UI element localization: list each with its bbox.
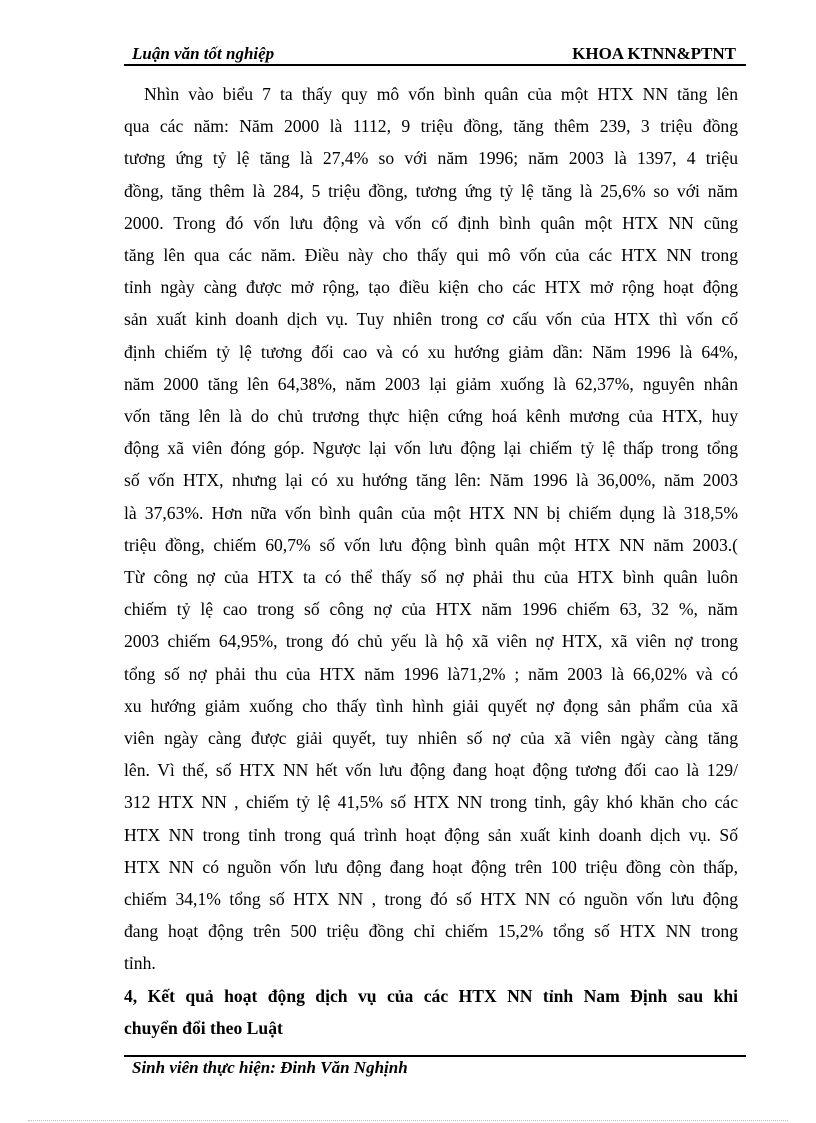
paragraph-line: vốn tăng lên là do chủ trương thực hiện cứng hoá kênh mương của HTX, huy <box>124 406 738 427</box>
paragraph-line: 2000. Trong đó vốn lưu động và vốn cố định bình quân một HTX NN cũng <box>124 212 738 233</box>
paragraph-line: tỉnh. <box>124 953 156 974</box>
paragraph-line: là 37,63%. Hơn nữa vốn bình quân của một HTX NN bị chiếm dụng là 318,5% <box>124 502 738 523</box>
student-credit: Sinh viên thực hiện: Đinh Văn Nghịnh <box>132 1058 408 1077</box>
paragraph-line: năm 2000 tăng lên 64,38%, năm 2003 lại giảm xuống là 62,37%, nguyên nhân <box>124 373 738 394</box>
body-paragraph <box>124 78 738 980</box>
document-body <box>124 78 738 1044</box>
paragraph-line: Từ công nợ của HTX ta có thể thấy số nợ phải thu của HTX bình quân luôn <box>124 567 738 588</box>
faculty-label: KHOA KTNN&PTNT <box>572 44 736 63</box>
footer-divider <box>124 1055 746 1057</box>
paragraph-line: số vốn HTX, nhưng lại có xu hướng tăng lên: Năm 1996 là 36,00%, năm 2003 <box>124 470 738 491</box>
paragraph-line: viên ngày càng được giải quyết, tuy nhiên số nợ của xã viên ngày càng tăng <box>124 728 738 749</box>
paragraph-line: đang hoạt động trên 500 triệu đồng chỉ chiếm 15,2% tổng số HTX NN trong <box>124 921 738 942</box>
paragraph-line: HTX NN có nguồn vốn lưu động đang hoạt động trên 100 triệu đồng còn thấp, <box>124 856 738 877</box>
section-heading <box>124 980 738 1044</box>
paragraph-line: Nhìn vào biểu 7 ta thấy quy mô vốn bình quân của một HTX NN tăng lên <box>144 84 738 104</box>
paragraph-line: tăng lên qua các năm. Điều này cho thấy qui mô vốn của các HTX NN trong <box>124 245 738 266</box>
paragraph-line: định chiếm tỷ lệ tương đối cao và có xu hướng giảm dần: Năm 1996 là 64%, <box>124 341 738 362</box>
paragraph-line: chiếm 34,1% tổng số HTX NN , trong đó số HTX NN có nguồn vốn lưu động <box>124 889 738 910</box>
paragraph-line: HTX NN trong tỉnh trong quá trình hoạt động sản xuất kinh doanh dịch vụ. Số <box>124 824 738 845</box>
paragraph-line: xu hướng giảm xuống cho thấy tình hình giải quyết nợ đọng sản phẩm của xã <box>124 695 738 716</box>
paragraph-line: lên. Vì thế, số HTX NN hết vốn lưu động đang hoạt động tương đối cao là 129/ <box>124 760 738 781</box>
paragraph-line: chiếm tỷ lệ cao trong số công nợ của HTX năm 1996 chiếm 63, 32 %, năm <box>124 599 738 620</box>
paragraph-line: tương ứng tỷ lệ tăng là 27,4% so với năm 1996; năm 2003 là 1397, 4 triệu <box>124 148 738 169</box>
page-header <box>124 44 746 66</box>
paragraph-line: 2003 chiếm 64,95%, trong đó chủ yếu là hộ xã viên nợ HTX, xã viên nợ trong <box>124 631 738 652</box>
paragraph-line: động xã viên đóng góp. Ngược lại vốn lưu động lại chiếm tỷ lệ thấp trong tổng <box>124 438 738 459</box>
paragraph-line: đồng, tăng thêm là 284, 5 triệu đồng, tương ứng tỷ lệ tăng là 25,6% so với năm <box>124 180 738 201</box>
heading-line: 4, Kết quả hoạt động dịch vụ của các HTX NN tỉnh Nam Định sau khi <box>124 985 738 1006</box>
paragraph-line: 312 HTX NN , chiếm tỷ lệ 41,5% số HTX NN trong tỉnh, gây khó khăn cho các <box>124 792 738 813</box>
paragraph-line: qua các năm: Năm 2000 là 1112, 9 triệu đồng, tăng thêm 239, 3 triệu đồng <box>124 116 738 137</box>
heading-line: chuyển đổi theo Luật <box>124 1017 283 1038</box>
paragraph-line: triệu đồng, chiếm 60,7% số vốn lưu động bình quân một HTX NN năm 2003.( <box>124 534 738 555</box>
thesis-label: Luận văn tốt nghiệp <box>132 44 275 63</box>
paragraph-line: tổng số nợ phải thu của HTX năm 1996 là71,2% ; năm 2003 là 66,02% và có <box>124 663 738 684</box>
page-edge-divider <box>28 1120 788 1121</box>
paragraph-line: sản xuất kinh doanh dịch vụ. Tuy nhiên trong cơ cấu vốn của HTX thì vốn cố <box>124 309 738 330</box>
paragraph-line: tỉnh ngày càng được mở rộng, tạo điều kiện cho các HTX mở rộng hoạt động <box>124 277 738 298</box>
